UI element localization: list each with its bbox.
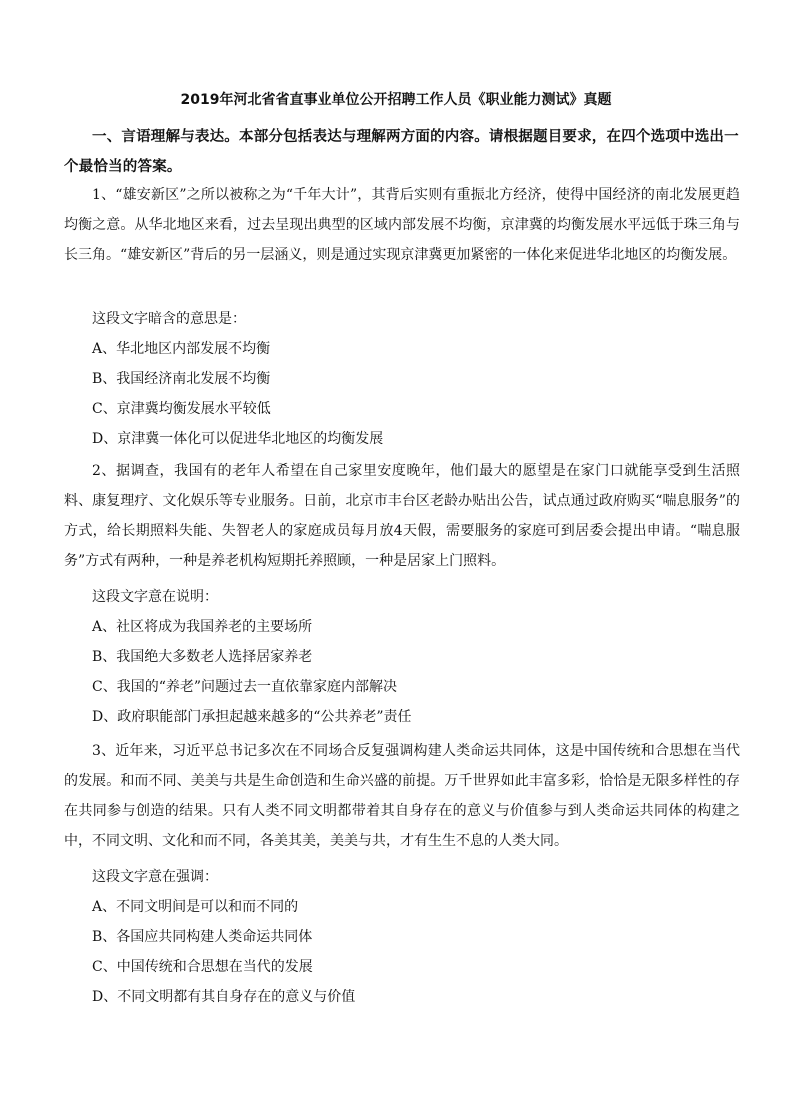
question-1-option-a: A、华北地区内部发展不均衡 — [92, 341, 271, 357]
question-2-stem: 2、据调查，我国有的老年人希望在自己家里安度晚年，他们最大的愿望是在家门口就能享受到生活照料、康复理疗、文化娱乐等专业服务。日前，北京市丰台区老龄办贴出公告，试点通过政府购买“喘息服务”的方式，给长期照料失能、失智老人的家庭成员每月放4天假，需要服务的家庭可到居委会提出申请。“喘息服务”方式有两种，一种是养老机构短期托养照顾，一种是居家上门照料。 — [64, 463, 740, 569]
question-2-prompt: 这段文字意在说明： — [92, 589, 218, 605]
question-2-option-c: C、我国的“养老”问题过去一直依靠家庭内部解决 — [92, 679, 398, 695]
question-3-stem: 3、近年来，习近平总书记多次在不同场合反复强调构建人类命运共同体，这是中国传统和合思想在当代的发展。和而不同、美美与共是生命创造和生命兴盛的前提。万千世界如此丰富多彩，恰恰是无限多样性的存在共同参与创造的结果。只有人类不同文明都带着其自身存在的意义与价值参与到人类命运共同体的构建之中，不同文明、文化和而不同，各美其美，美美与共，才有生生不息的人类大同。 — [64, 743, 740, 849]
question-1-prompt: 这段文字暗含的意思是： — [92, 311, 246, 327]
document-title: 2019年河北省省直事业单位公开招聘工作人员《职业能力测试》真题 — [180, 92, 612, 108]
question-2-option-d: D、政府职能部门承担起越来越多的“公共养老”责任 — [92, 709, 412, 725]
question-1-option-d: D、京津冀一体化可以促进华北地区的均衡发展 — [92, 431, 384, 447]
question-3-prompt: 这段文字意在强调： — [92, 869, 218, 885]
question-1-stem: 1、“雄安新区”之所以被称之为“千年大计”，其背后实则有重振北方经济，使得中国经济的南北发展更趋均衡之意。从华北地区来看，过去呈现出典型的区域内部发展不均衡，京津冀的均衡发展水平远低于珠三角与长三角。“雄安新区”背后的另一层涵义，则是通过实现京津冀更加紧密的一体化来促进华北地区的均衡发展。 — [64, 187, 740, 263]
question-1-option-b: B、我国经济南北发展不均衡 — [92, 371, 271, 387]
question-3-option-d: D、不同文明都有其自身存在的意义与价值 — [92, 989, 356, 1005]
question-1-option-c: C、京津冀均衡发展水平较低 — [92, 401, 271, 417]
question-3-option-a: A、不同文明间是可以和而不同的 — [92, 899, 299, 915]
question-2-option-a: A、社区将成为我国养老的主要场所 — [92, 619, 313, 635]
section-heading: 一、言语理解与表达。本部分包括表达与理解两方面的内容。请根据题目要求，在四个选项中选出一个最恰当的答案。 — [64, 129, 739, 175]
question-3-option-b: B、各国应共同构建人类命运共同体 — [92, 929, 313, 945]
question-2-option-b: B、我国绝大多数老人选择居家养老 — [92, 649, 313, 665]
question-3-option-c: C、中国传统和合思想在当代的发展 — [92, 959, 313, 975]
